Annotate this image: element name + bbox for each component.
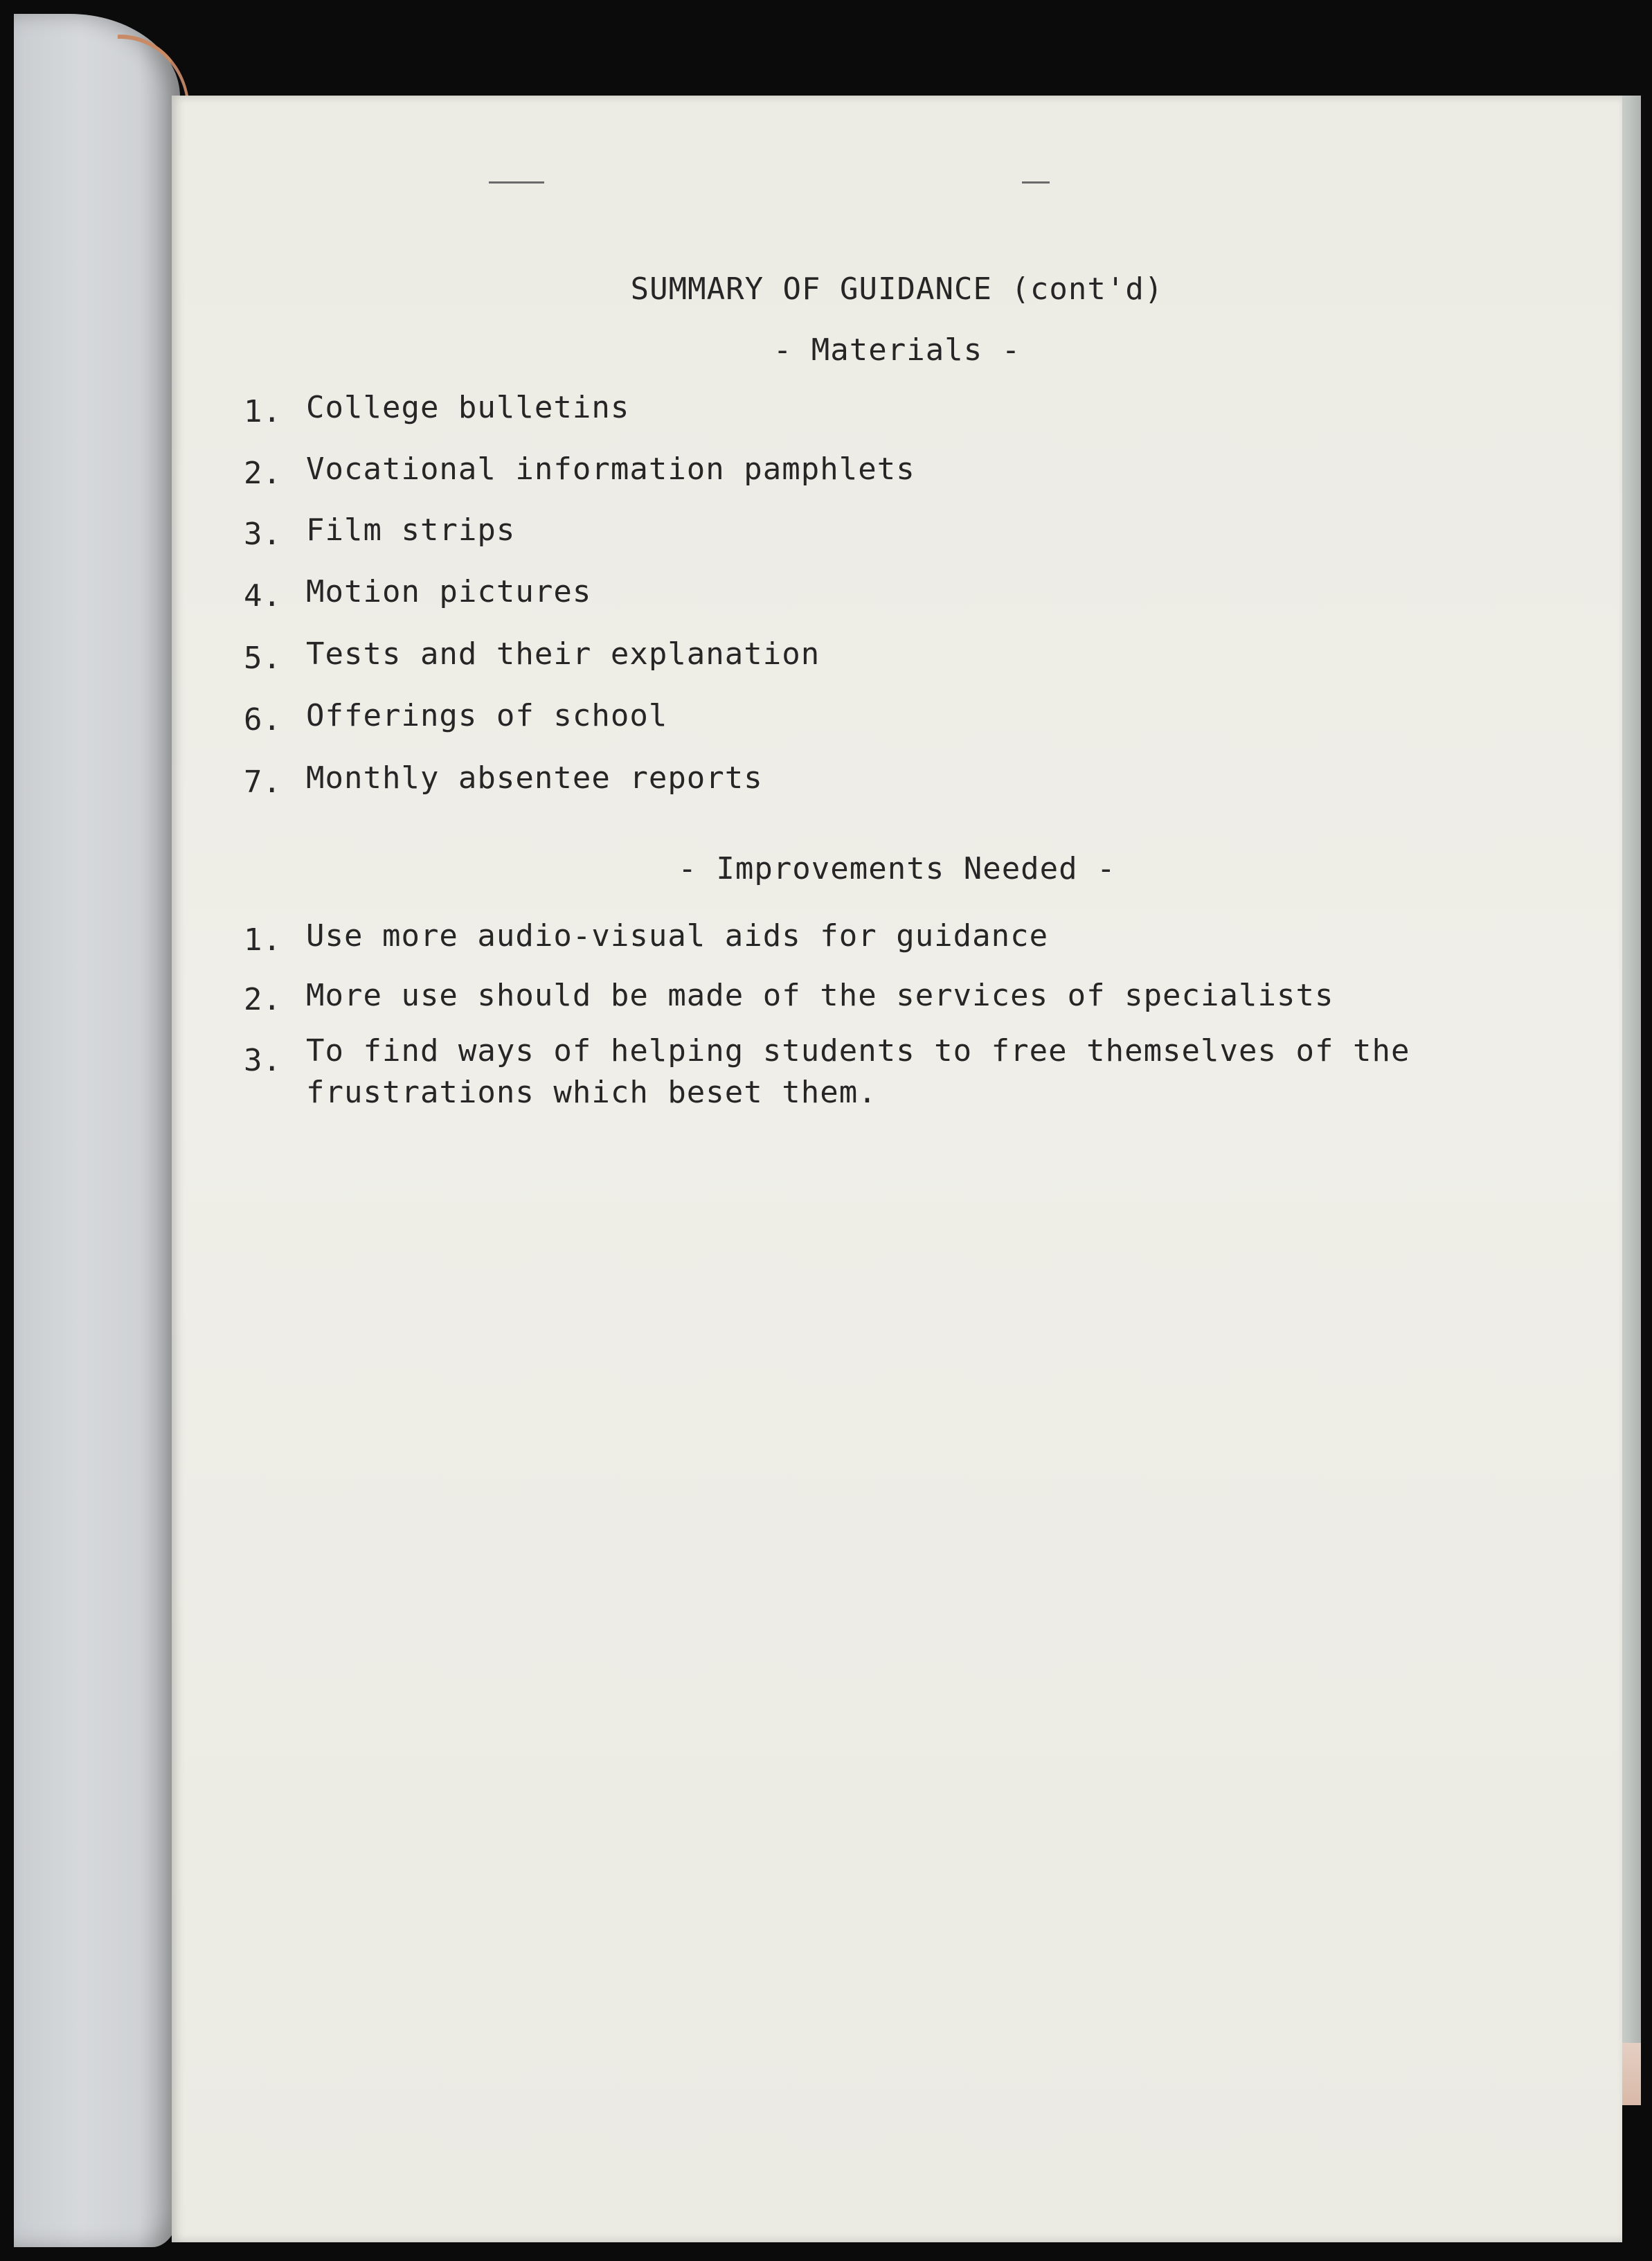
improvements-number-2: 2. bbox=[244, 982, 282, 1017]
materials-item-3: Film strips bbox=[306, 512, 516, 548]
section-heading-improvements: - Improvements Needed - bbox=[678, 851, 1116, 886]
materials-number-2: 2. bbox=[244, 456, 282, 491]
improvements-item-1: Use more audio-visual aids for guidance bbox=[306, 918, 1049, 954]
materials-number-7: 7. bbox=[244, 765, 282, 800]
materials-item-2: Vocational information pamphlets bbox=[306, 452, 915, 487]
materials-item-4: Motion pictures bbox=[306, 574, 592, 609]
improvements-item-3: To find ways of helping students to free themselves of the frustrations which beset them. bbox=[306, 1033, 1410, 1110]
materials-number-6: 6. bbox=[244, 702, 282, 738]
materials-item-5: Tests and their explanation bbox=[306, 636, 820, 672]
improvements-item-2: More use should be made of the services of specialists bbox=[306, 978, 1334, 1013]
materials-number-1: 1. bbox=[244, 394, 282, 429]
section-heading-materials: - Materials - bbox=[773, 332, 1021, 368]
materials-item-6: Offerings of school bbox=[306, 698, 668, 733]
materials-number-4: 4. bbox=[244, 578, 282, 614]
header-mark-right bbox=[1022, 181, 1050, 184]
materials-number-3: 3. bbox=[244, 517, 282, 552]
left-facing-page bbox=[14, 14, 180, 2247]
materials-number-5: 5. bbox=[244, 641, 282, 676]
materials-item-1: College bulletins bbox=[306, 390, 630, 425]
header-mark-left bbox=[489, 181, 544, 184]
typed-page bbox=[172, 96, 1622, 2242]
improvements-number-1: 1. bbox=[244, 922, 282, 958]
materials-item-7: Monthly absentee reports bbox=[306, 760, 763, 796]
page-title: SUMMARY OF GUIDANCE (cont'd) bbox=[630, 271, 1164, 307]
improvements-number-3: 3. bbox=[244, 1043, 282, 1078]
